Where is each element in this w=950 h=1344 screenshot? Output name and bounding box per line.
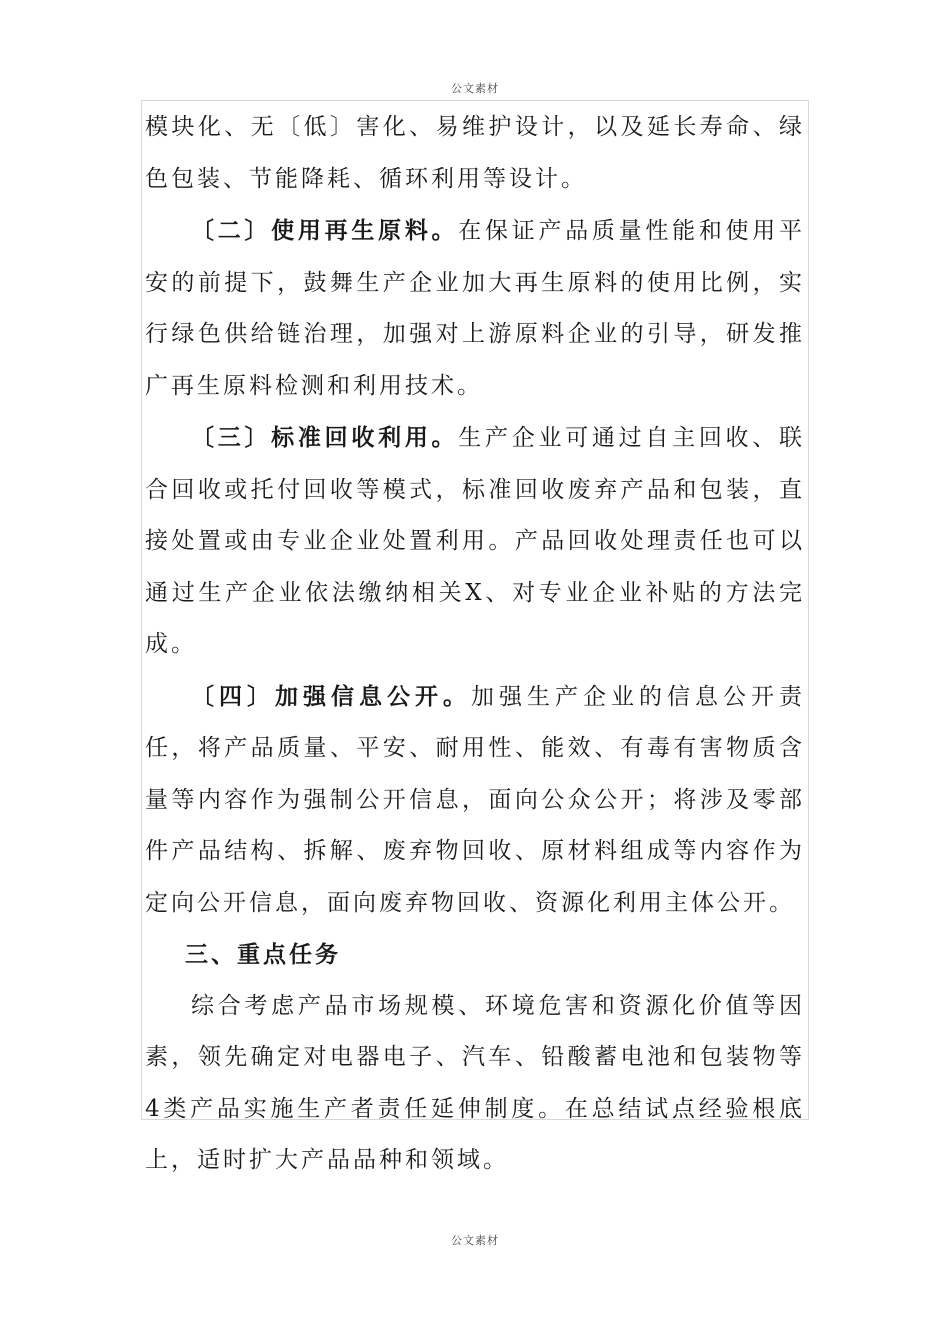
paragraph-use-recycled-materials: [145, 205, 805, 412]
paragraph-information-disclosure: [145, 671, 805, 930]
page-header: 公文素材: [451, 82, 499, 95]
paragraph-key-tasks: 综合考虑产品市场规模、环境危害和资源化价值等因素，领先确定对电器电子、汽车、铅酸蓄电池和包装物等4类产品实施生产者责任延伸制度。在总结试点经验根底上，适时扩大产品品种和领域。: [145, 992, 805, 1173]
section-title-key-tasks: 三、重点任务: [185, 941, 341, 968]
page-footer: 公文素材: [451, 1234, 499, 1247]
paragraph-text: 加强生产企业的信息公开责任，将产品质量、平安、耐用性、能效、有毒有害物质含量等内容作为强制公开信息，面向公众公开；将涉及零部件产品结构、拆解、废弃物回收、原材料组成等内容作为定向公开信息，面向废弃物回收、资源化利用主体公开。: [145, 683, 805, 916]
paragraph-text: 生产企业可通过自主回收、联合回收或托付回收等模式，标准回收废弃产品和包装，直接处置或由专业企业处置利用。产品回收处理责任也可以通过生产企业依法缴纳相关X、对专业企业补贴的方法完成。: [145, 425, 806, 657]
document-body: [145, 102, 805, 1187]
paragraph-text: 在保证产品质量性能和使用平安的前提下，鼓舞生产企业加大再生原料的使用比例，实行绿色供给链治理，加强对上游原料企业的引导，研发推广再生原料检测和利用技术。: [145, 218, 806, 399]
paragraph-heading: 〔二〕使用再生原料。: [191, 217, 459, 244]
paragraph-heading: 〔四〕加强信息公开。: [191, 682, 471, 710]
paragraph-heading: 〔三〕标准回收利用。: [191, 424, 459, 451]
paragraph-continuation: 模块化、无〔低〕害化、易维护设计，以及延长寿命、绿色包装、节能降耗、循环利用等设计。: [145, 114, 805, 192]
paragraph-standard-recycling: [145, 412, 805, 671]
